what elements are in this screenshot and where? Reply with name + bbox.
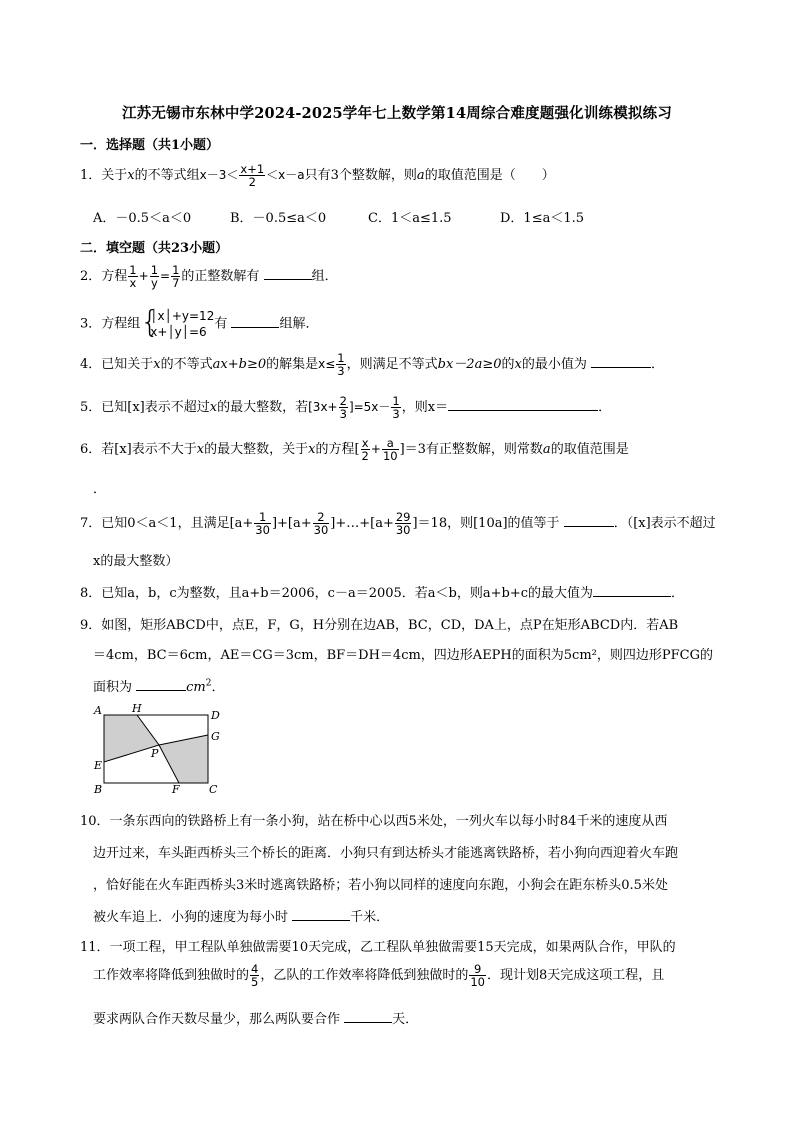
q1-option-a[interactable]: A．－0.5＜a＜0: [93, 211, 192, 226]
q1-fraction: $\frac{x+1}{2}$: [240, 162, 265, 190]
question-9: 9．如图，矩形ABCD中，点E，F，G，H分别在边AB，BC，CD，DA上，点P在矩形ABCD内．若AB: [80, 618, 679, 633]
answer-blank-q9[interactable]: [136, 678, 186, 691]
label-g: G: [211, 730, 220, 743]
q10-line-4: 被火车追上．小狗的速度为每小时 千米．: [93, 910, 390, 925]
q10-line-3: ，恰好能在火车距西桥头3米时逃离铁路桥；若小狗以同样的速度向东跑，小狗会在距东桥头0.5米处: [93, 878, 668, 893]
q6-continuation: ．: [93, 482, 107, 497]
answer-blank-q3[interactable]: [231, 315, 279, 328]
answer-blank-q5[interactable]: [448, 398, 598, 411]
label-f: F: [172, 783, 180, 796]
q11-line-2: 工作效率将降低到独做时的 $\frac{4}{5}$ ，乙队的工作效率将降低到独做时的 $\frac{9}{10}$ ．现计划8天完成这项工程，且: [93, 962, 665, 990]
question-5: 5．已知[x]表示不超过x的最大整数，若[3x+ $\frac{2}{3}$ ]=5x－ $\frac{1}{3}$ ，则x＝ ．: [80, 394, 612, 422]
label-d: D: [211, 709, 220, 722]
question-10: 10．一条东西向的铁路桥上有一条小狗，站在桥中心以西5米处，一列火车以每小时84千米的速度从西: [80, 814, 668, 829]
quad-pfcg: [159, 735, 208, 783]
answer-blank-q10[interactable]: [292, 908, 350, 921]
label-a: A: [94, 704, 102, 717]
label-e: E: [94, 759, 103, 772]
question-6: 6．若[x]表示不大于x的最大整数，关于x的方程[ $\frac{x}{2}$ + $\frac{a}{10}$ ]＝3有正整数解，则常数a的取值范围是: [80, 436, 629, 464]
question-8: 8．已知a，b，c为整数，且a+b＝2006，c－a＝2005．若a＜b，则a+b+c的最大值为 ．: [80, 586, 685, 601]
q7-continuation: x的最大整数）: [93, 554, 179, 569]
question-2: 2．方程 $\frac{1}{x}$ + $\frac{1}{y}$ = $\frac{1}{7}$ 的正整数解有 组．: [80, 263, 338, 291]
q11-line-3: 要求两队合作天数尽量少，那么两队要合作 天．: [93, 1012, 419, 1027]
label-h: H: [132, 702, 142, 715]
q9-line-2: ＝4cm，BC＝6cm，AE＝CG＝3cm，BF＝DH＝4cm，四边形AEPH的面积为5cm²，则四边形PFCG的: [93, 648, 713, 663]
question-1: 1．关于x的不等式组x－3＜ $\frac{x+1}{2}$ ＜x－a只有3个整数解，则a的取值范围是（ ）: [80, 162, 555, 190]
label-b: B: [94, 783, 103, 796]
q9-line-3: 面积为 $cm^2$．: [93, 678, 225, 695]
question-3: 3．方程组 { │x│+y=12 x+│y│=6 有 组解．: [80, 305, 319, 340]
label-c: C: [209, 783, 218, 796]
question-7: 7．已知0＜a＜1，且满足[a+ $\frac{1}{30}$ ]+[a+ $\frac{2}{30}$ ]+…+[a+ $\frac{29}{30}$ ]＝18，则[10a]的值等于 ．（[x]表示不超过: [80, 510, 716, 538]
rectangle-figure: [90, 700, 230, 800]
answer-blank-q8[interactable]: [593, 584, 671, 597]
answer-blank-q7[interactable]: [564, 514, 614, 527]
answer-blank-q4[interactable]: [591, 355, 651, 368]
question-4: 4．已知关于x的不等式ax+b≥0的解集是x≤ $\frac{1}{3}$ ，则满足不等式bx－2a≥0的x的最小值为 ．: [80, 351, 665, 379]
question-11: 11．一项工程，甲工程队单独做需要10天完成，乙工程队单独做需要15天完成，如果两队合作，甲队的: [80, 940, 676, 955]
q1-option-d[interactable]: D．1≤a＜1.5: [500, 211, 585, 226]
answer-blank-q2[interactable]: [264, 267, 312, 280]
q1-option-b[interactable]: B．－0.5≤a＜0: [230, 211, 327, 226]
q1-number: 1．: [80, 168, 102, 184]
label-p: P: [151, 747, 159, 760]
section-heading-choice: 一．选择题（共1小题）: [80, 138, 220, 153]
answer-blank-q11[interactable]: [344, 1010, 392, 1023]
q1-option-c[interactable]: C．1＜a≤1.5: [368, 211, 452, 226]
q10-line-2: 边开过来，车头距西桥头三个桥长的距离．小狗只有到达桥头才能逃离铁路桥，若小狗向西迎着火车跑: [93, 846, 679, 861]
section-heading-fill: 二．填空题（共23小题）: [80, 241, 229, 256]
equation-system: { │x│+y=12 x+│y│=6: [140, 305, 215, 340]
page-title: 江苏无锡市东林中学2024-2025学年七上数学第14周综合难度题强化训练模拟练习: [121, 105, 673, 122]
